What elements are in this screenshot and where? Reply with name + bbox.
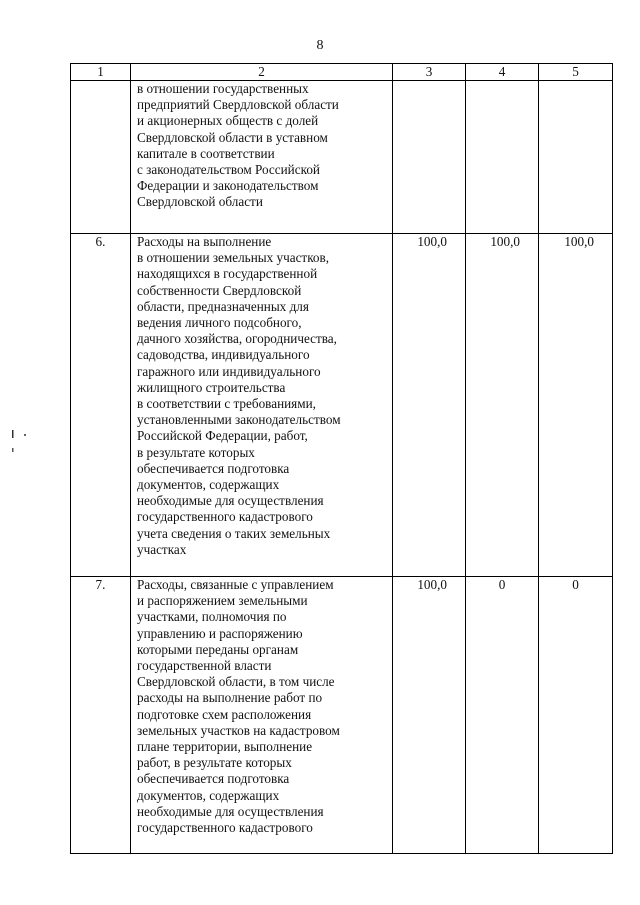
- header-col-1: 1: [71, 64, 131, 81]
- description-line: в соответствии с требованиями,: [137, 396, 316, 412]
- description-line: необходимые для осуществления: [137, 803, 324, 819]
- value-col-5: [539, 81, 613, 234]
- row-number: [71, 81, 131, 234]
- description-line: и распоряжением земельными: [137, 593, 308, 609]
- description-line: жилищного строительства: [137, 379, 286, 395]
- description-line: Российской Федерации, работ,: [137, 428, 308, 444]
- description-line: капитале в соответствии: [137, 145, 275, 161]
- description-line: ведения личного подсобного,: [137, 315, 302, 331]
- description-line: документов, содержащих: [137, 477, 280, 493]
- description-line: находящихся в государственной: [137, 266, 318, 282]
- row-description: [131, 577, 393, 854]
- description-line: расходы на выполнение работ по: [137, 690, 323, 706]
- description-line: дачного хозяйства, огородничества,: [137, 331, 337, 347]
- description-line: Федерации и законодательством: [137, 178, 319, 194]
- row-number: 6.: [71, 234, 131, 577]
- description-line: государственного кадастрового: [137, 509, 313, 525]
- description-line: Свердловской области в уставном: [137, 129, 328, 145]
- description-line: и акционерных обществ с долей: [137, 113, 319, 129]
- description-line: государственного кадастрового: [137, 820, 313, 836]
- description-line: обеспечивается подготовка: [137, 460, 290, 476]
- table-row-7: [71, 577, 613, 854]
- table-row-6: [71, 234, 613, 577]
- budget-table: [70, 63, 613, 854]
- table-header-row: [71, 64, 613, 81]
- description-line: гаражного или индивидуального: [137, 363, 321, 379]
- description-line: подготовке схем расположения: [137, 706, 312, 722]
- value-col-4: 0: [466, 577, 539, 854]
- description-line: учета сведения о таких земельных: [137, 525, 331, 541]
- row-description: [131, 234, 393, 577]
- description-line: в отношении земельных участков,: [137, 250, 330, 266]
- description-line: плане территории, выполнение: [137, 739, 313, 755]
- header-col-2: 2: [131, 64, 393, 81]
- row-number: 7.: [71, 577, 131, 854]
- description-line: области, предназначенных для: [137, 298, 309, 314]
- description-line: садоводства, индивидуального: [137, 347, 310, 363]
- description-line: установленными законодательством: [137, 412, 341, 428]
- page-number: 8: [316, 38, 324, 53]
- description-line: необходимые для осуществления: [137, 493, 324, 509]
- description-line: Расходы на выполнение: [137, 234, 272, 249]
- description-line: собственности Свердловской: [137, 282, 302, 298]
- description-line: которыми переданы органам: [137, 641, 299, 657]
- description-line: управлению и распоряжению: [137, 625, 303, 641]
- description-line: в отношении государственных: [137, 81, 309, 96]
- binding-hole-marks: [10, 428, 40, 458]
- description-line: в результате которых: [137, 444, 255, 460]
- description-line: участками, полномочия по: [137, 609, 287, 625]
- description-line: Свердловской области: [137, 194, 263, 210]
- value-col-3: 100,0: [393, 577, 466, 854]
- value-col-3: 100,0: [393, 234, 466, 577]
- table-row-continuation: [71, 81, 613, 234]
- description-line: обеспечивается подготовка: [137, 771, 290, 787]
- description-line: работ, в результате которых: [137, 755, 292, 771]
- header-col-3: 3: [393, 64, 466, 81]
- value-col-4: 100,0: [466, 234, 539, 577]
- header-col-4: 4: [466, 64, 539, 81]
- description-line: предприятий Свердловской области: [137, 97, 339, 113]
- value-col-5: 100,0: [539, 234, 613, 577]
- description-line: земельных участков на кадастровом: [137, 722, 340, 738]
- value-col-5: 0: [539, 577, 613, 854]
- row-description: [131, 81, 393, 234]
- header-col-5: 5: [539, 64, 613, 81]
- description-line: государственной власти: [137, 658, 272, 674]
- description-line: с законодательством Российской: [137, 162, 320, 178]
- description-line: Расходы, связанные с управлением: [137, 577, 334, 592]
- value-col-3: [393, 81, 466, 234]
- description-line: документов, содержащих: [137, 787, 280, 803]
- description-line: участках: [137, 541, 187, 557]
- value-col-4: [466, 81, 539, 234]
- description-line: Свердловской области, в том числе: [137, 674, 335, 690]
